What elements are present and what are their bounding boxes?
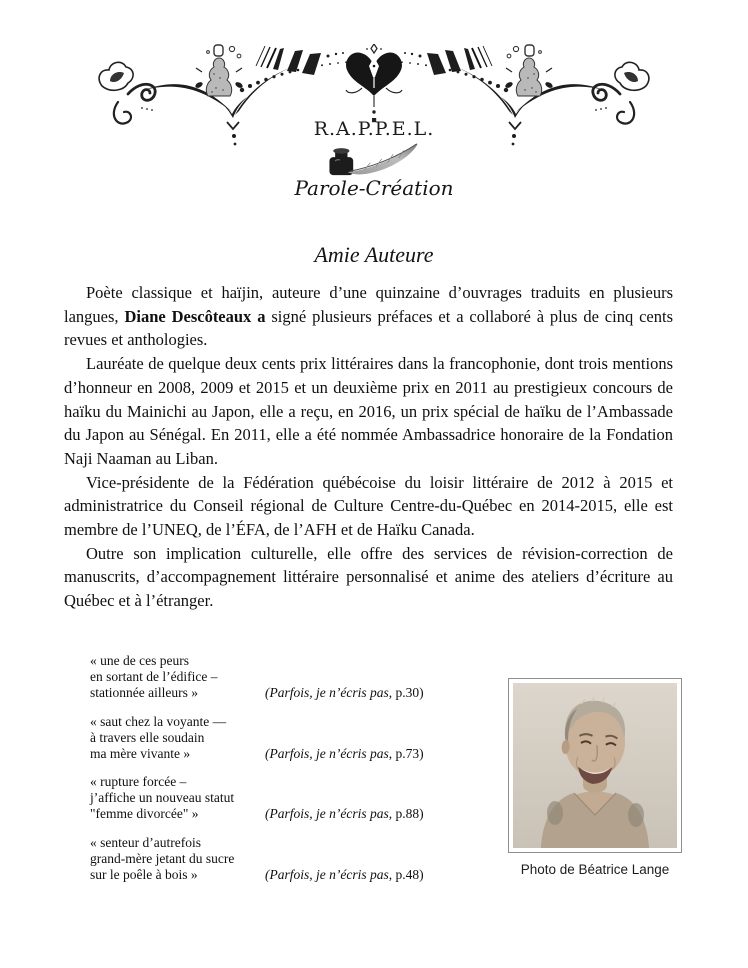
haiku-line: « saut chez la voyante — xyxy=(90,713,227,729)
bio-paragraph-1 xyxy=(64,281,673,352)
haiku-line: ma mère vivante » xyxy=(90,745,191,761)
haiku-citation: (Parfois, je n’écris pas, p.73) xyxy=(265,745,424,761)
haiku-citation: (Parfois, je n’écris pas, p.48) xyxy=(265,866,424,882)
inkwell-quill-icon xyxy=(324,140,428,178)
bio-paragraph-4: Outre son implication culturelle, elle offre des services de révision-correction de manuscrits, d’accompagnement littéraire personnalisé et anime des ateliers d’écriture au Québec et à l’étranger. xyxy=(64,543,673,611)
haiku-line: j’affiche un nouveau statut xyxy=(90,790,235,805)
haiku-line: « une de ces peurs xyxy=(90,653,189,668)
haiku-stanza xyxy=(90,835,510,883)
photo-caption: Photo de Béatrice Lange xyxy=(520,862,670,877)
haiku-line: stationnée ailleurs » xyxy=(90,685,198,700)
haiku-quotes-list xyxy=(90,653,510,895)
page-title: Amie Auteure xyxy=(314,242,434,267)
haiku-citation: (Parfois, je n’écris pas, p.88) xyxy=(265,806,424,821)
bio-paragraph-3: Vice-présidente de la Fédération québécoise du loisir littéraire de 2012 à 2015 et administratrice du Conseil régional de Culture Centre-du-Québec en 2014-2015, elle est membre de l’UNEQ, de l’ÉFA, de l’AFH et de Haïku Canada. xyxy=(64,472,673,540)
haiku-line: grand-mère jetant du sucre xyxy=(90,850,235,866)
haiku-stanza xyxy=(90,774,510,822)
haiku-line: à travers elle soudain xyxy=(90,729,205,745)
photo-frame xyxy=(508,678,682,853)
haiku-citation: (Parfois, je n’écris pas, p.30) xyxy=(265,685,424,700)
logo-acronym: R.A.P.P.E.L. xyxy=(313,118,435,140)
bio-p1-text: Poète classique et haïjin, auteure d’une quinzaine d’ouvrages traduits en plusieurs langues, xyxy=(64,283,673,326)
portrait-photo xyxy=(513,683,677,848)
bio-p1-text-after: signé plusieurs préfaces et a collaboré à plus de cinq cents revues et anthologies. xyxy=(64,306,674,350)
haiku-line: « senteur d’autrefois xyxy=(90,834,201,850)
author-name-bold: Diane Descôteaux a xyxy=(124,306,266,326)
haiku-line: en sortant de l’édifice – xyxy=(90,669,218,684)
bio-paragraph-2: Lauréate de quelque deux cents prix littéraires dans la francophonie, dont trois mentions d’honneur en 2008, 2009 et 2015 et un deuxième prix en 2011 au prestigieux concours de haïku du Mainichi au Japon, elle a reçu, en 2016, un prix spécial de haïku de l’Ambassade du Japon au Sénégal. En 2011, elle a été nommée Ambassadrice honoraire de la Fondation Naji Naaman au Liban. xyxy=(64,354,673,468)
pen-nib-heart-motif xyxy=(346,44,402,122)
haiku-line: « rupture forcée – xyxy=(90,774,187,789)
haiku-line: sur le poêle à bois » xyxy=(90,866,198,882)
biography-text xyxy=(64,281,673,613)
haiku-stanza xyxy=(90,714,510,762)
haiku-stanza xyxy=(90,653,510,701)
logo-tagline: Parole-Création xyxy=(294,176,454,200)
haiku-line: "femme divorcée" » xyxy=(90,806,199,821)
